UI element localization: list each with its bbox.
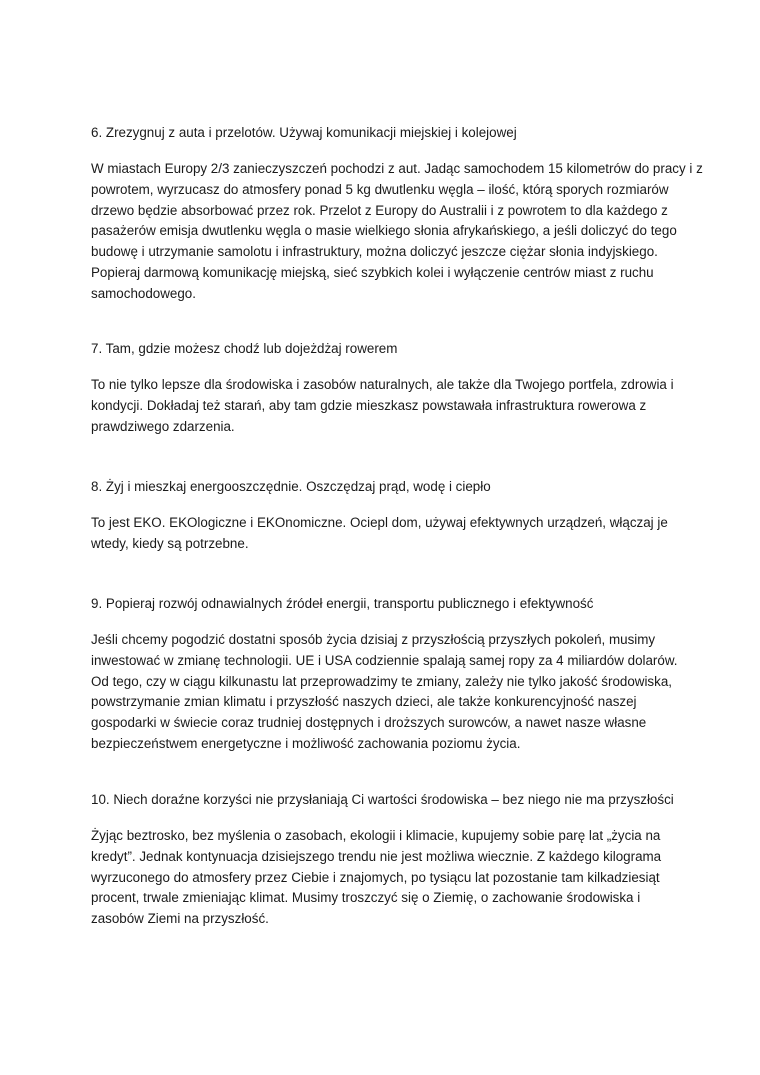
paragraph-line: Popieraj darmową komunikację miejską, sieć szybkich kolei i wyłączenie centrów miast z ruchu bbox=[91, 264, 654, 280]
section-paragraph bbox=[91, 375, 691, 437]
paragraph-line: To jest EKO. EKOlogiczne i EKOnomiczne. Ociepl dom, używaj efektywnych urządzeń, włączaj je bbox=[91, 515, 668, 530]
section-heading: 8. Żyj i mieszkaj energooszczędnie. Oszczędzaj prąd, wodę i ciepło bbox=[91, 479, 491, 494]
paragraph-line: powstrzymanie zmian klimatu i przyszłość naszych dzieci, ale także konkurencyjność naszej bbox=[91, 694, 637, 710]
section-paragraph bbox=[91, 513, 691, 555]
section-9 bbox=[91, 594, 691, 755]
section-8 bbox=[91, 477, 691, 555]
paragraph-line: To nie tylko lepsze dla środowiska i zasobów naturalnych, ale także dla Twojego portfela, zdrowia i bbox=[91, 377, 674, 392]
paragraph-line: kredyt”. Jednak kontynuacja dzisiejszego trendu nie jest możliwa wiecznie. Z każdego kilograma bbox=[91, 848, 662, 864]
section-7 bbox=[91, 339, 691, 437]
paragraph-line: zasobów Ziemi na przyszłość. bbox=[91, 911, 269, 927]
paragraph-line: wtedy, kiedy są potrzebne. bbox=[91, 535, 249, 551]
paragraph-line: inwestować w zmianę technologii. UE i USA codziennie spalają samej ropy za 4 miliardów dolarów. bbox=[91, 652, 678, 668]
section-paragraph bbox=[91, 159, 703, 305]
section-heading: 10. Niech doraźne korzyści nie przysłaniają Ci wartości środowiska – bez niego nie ma przyszłości bbox=[91, 792, 674, 807]
section-6 bbox=[91, 123, 703, 305]
paragraph-line: bezpieczeństwem energetyczne i możliwość zachowania poziomu życia. bbox=[91, 735, 521, 751]
section-heading: 9. Popieraj rozwój odnawialnych źródeł energii, transportu publicznego i efektywność bbox=[91, 596, 594, 611]
paragraph-line: kondycji. Dokładaj też starań, aby tam gdzie mieszkasz powstawała infrastruktura rowerowa z bbox=[91, 397, 647, 413]
paragraph-line: samochodowego. bbox=[91, 285, 196, 301]
paragraph-line: budowę i utrzymanie samolotu i infrastruktury, można doliczyć jeszcze ciężar słonia indyjskiego. bbox=[91, 244, 658, 260]
section-10 bbox=[91, 790, 691, 930]
section-heading: 7. Tam, gdzie możesz chodź lub dojeżdżaj rowerem bbox=[91, 341, 398, 356]
paragraph-line: procent, trwale zmieniając klimat. Musimy troszczyć się o Ziemię, o zachowanie środowiska i bbox=[91, 890, 641, 906]
paragraph-line: prawdziwego zdarzenia. bbox=[91, 418, 235, 434]
section-heading: 6. Zrezygnuj z auta i przelotów. Używaj komunikacji miejskiej i kolejowej bbox=[91, 125, 517, 140]
section-paragraph bbox=[91, 826, 691, 930]
paragraph-line: gospodarki w świecie coraz trudniej dostępnych i droższych surowców, a nawet nasze własne bbox=[91, 715, 647, 731]
paragraph-line: powrotem, wyrzucasz do atmosfery ponad 5 kg dwutlenku węgla – ilość, którą sporych rozmiarów bbox=[91, 181, 669, 197]
paragraph-line: Żyjąc beztrosko, bez myślenia o zasobach, ekologii i klimacie, kupujemy sobie parę lat „życia na bbox=[91, 828, 661, 843]
paragraph-line: wyrzuconego do atmosfery przez Ciebie i znajomych, po tysiącu lat pozostanie tam kilkadziesiąt bbox=[91, 869, 660, 885]
paragraph-line: W miastach Europy 2/3 zanieczyszczeń pochodzi z aut. Jadąc samochodem 15 kilometrów do pracy i z bbox=[91, 161, 703, 176]
section-paragraph bbox=[91, 630, 691, 755]
paragraph-line: Od tego, czy w ciągu kilkunastu lat przeprowadzimy te zmiany, zależy nie tylko jakość środowiska, bbox=[91, 673, 672, 689]
paragraph-line: Jeśli chcemy pogodzić dostatni sposób życia dzisiaj z przyszłością przyszłych pokoleń, musimy bbox=[91, 632, 656, 647]
paragraph-line: drzewo będzie absorbować przez rok. Przelot z Europy do Australii i z powrotem to dla każdego z bbox=[91, 202, 668, 218]
paragraph-line: pasażerów emisja dwutlenku węgla o masie wielkiego słonia afrykańskiego, a jeśli doliczyć do tego bbox=[91, 223, 677, 239]
